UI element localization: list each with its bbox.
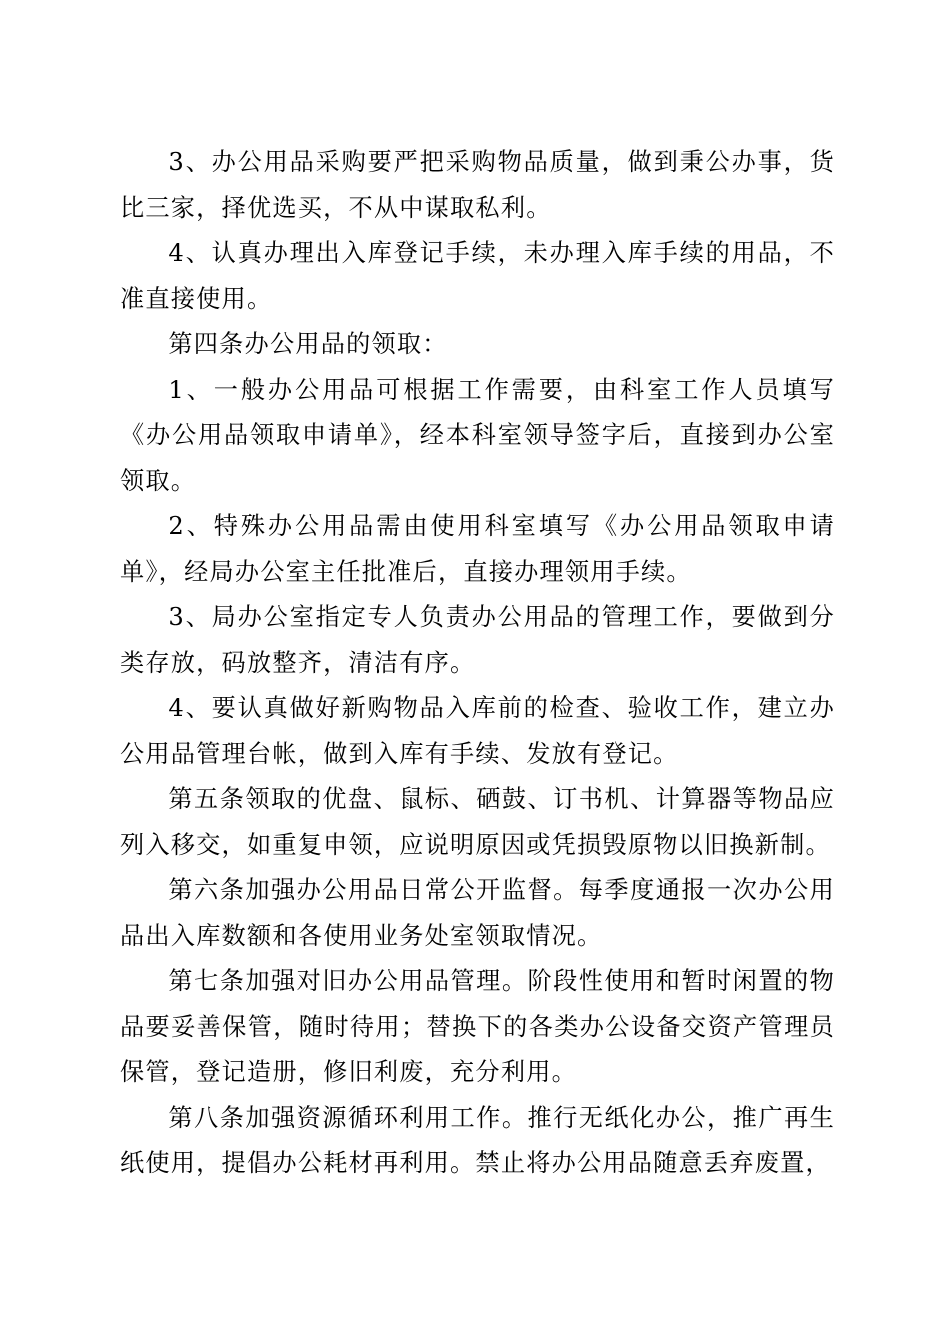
article-7-paragraph: 第七条加强对旧办公用品管理。阶段性使用和暂时闲置的物品要妥善保管，随时待用；替换下的各类办公设备交资产管理员保管，登记造册，修旧利废，充分利用。 bbox=[120, 967, 835, 1086]
paragraph-item-2-special-supplies: 2、特殊办公用品需由使用科室填写《办公用品领取申请单》，经局办公室主任批准后，直接办理领用手续。 bbox=[120, 512, 835, 586]
paragraph-item-4-warehouse-registration: 4、认真办理出入库登记手续，未办理入库手续的用品，不准直接使用。 bbox=[120, 239, 835, 313]
paragraph-item-1-general-supplies: 1、一般办公用品可根据工作需要，由科室工作人员填写《办公用品领取申请单》，经本科室领导签字后，直接到办公室领取。 bbox=[120, 375, 835, 495]
paragraph-item-3-procurement-quality: 3、办公用品采购要严把采购物品质量，做到秉公办事，货比三家，择优选买，不从中谋取私利。 bbox=[120, 148, 835, 222]
article-4-heading: 第四条办公用品的领取： bbox=[168, 330, 448, 358]
document-body bbox=[120, 140, 835, 1187]
article-6-paragraph: 第六条加强办公用品日常公开监督。每季度通报一次办公用品出入库数额和各使用业务处室领取情况。 bbox=[120, 876, 835, 950]
article-5-paragraph: 第五条领取的优盘、鼠标、硒鼓、订书机、计算器等物品应列入移交，如重复申领，应说明原因或凭损毁原物以旧换新制。 bbox=[120, 785, 835, 859]
paragraph-item-4-inspection-ledger: 4、要认真做好新购物品入库前的检查、验收工作，建立办公用品管理台帐，做到入库有手续、发放有登记。 bbox=[120, 694, 835, 768]
article-8-paragraph: 第八条加强资源循环利用工作。推行无纸化办公，推广再生纸使用，提倡办公耗材再利用。禁止将办公用品随意丢弃废置， bbox=[120, 1103, 835, 1177]
paragraph-item-3-designated-manager: 3、局办公室指定专人负责办公用品的管理工作，要做到分类存放，码放整齐，清洁有序。 bbox=[120, 603, 835, 677]
